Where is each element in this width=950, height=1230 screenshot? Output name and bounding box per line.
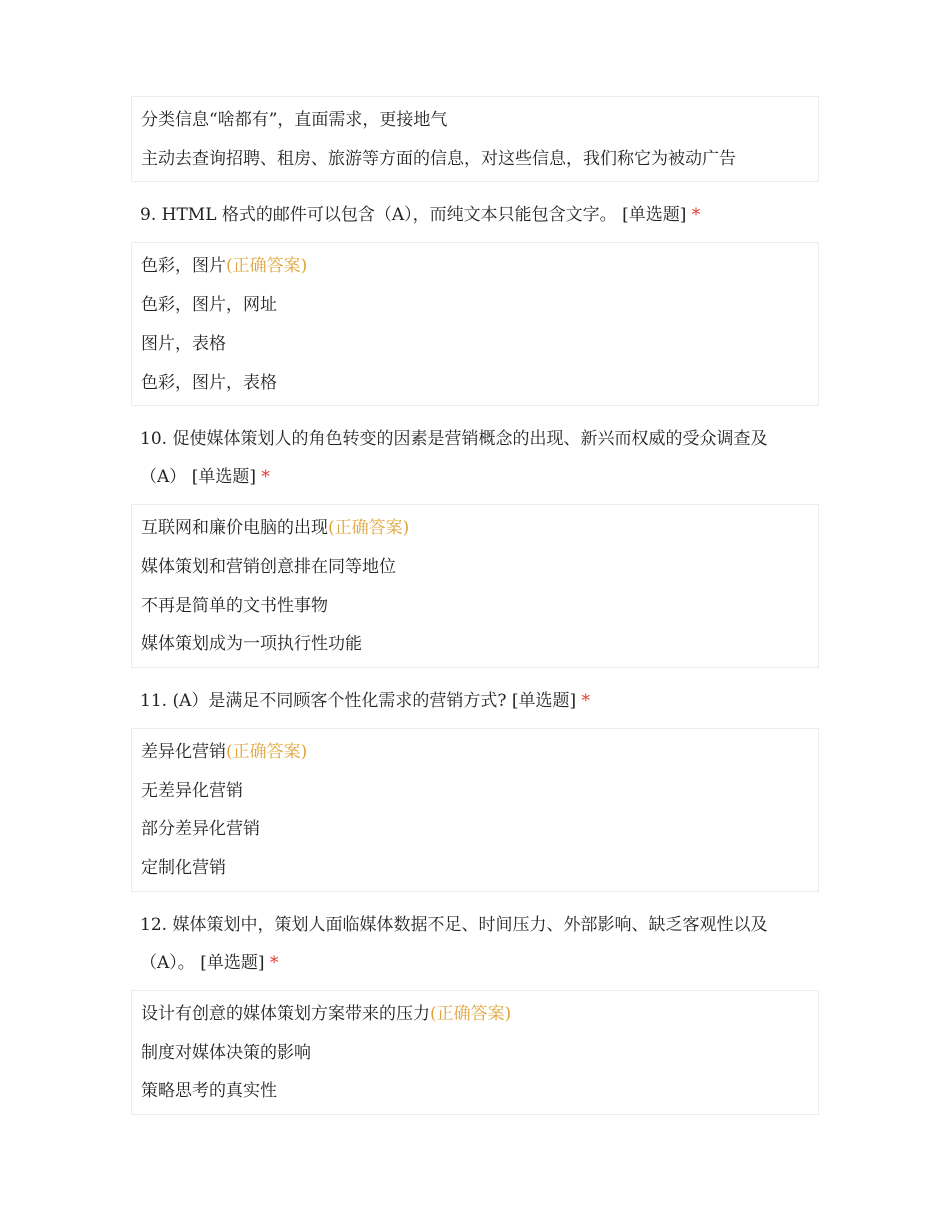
- question-text: 10. 促使媒体策划人的角色转变的因素是营销概念的出现、新兴而权威的受众调查及（A）: [140, 429, 768, 488]
- option-text: 互联网和廉价电脑的出现: [141, 518, 328, 539]
- option-item: 部分差异化营销: [141, 819, 260, 840]
- option-item: 不再是简单的文书性事物: [141, 595, 328, 616]
- required-mark: *: [261, 467, 270, 488]
- option-item: 色彩，图片，网址: [141, 295, 277, 316]
- options-box-q10: [131, 504, 819, 668]
- option-item: 主动去查询招聘、租房、旅游等方面的信息，对这些信息，我们称它为被动广告: [141, 148, 736, 169]
- option-item: 色彩，图片，表格: [141, 372, 277, 393]
- option-item: 无差异化营销: [141, 780, 243, 801]
- question-12: [131, 892, 819, 990]
- option-item: [132, 733, 818, 772]
- question-type: [单选题]: [511, 691, 577, 712]
- question-9: [131, 182, 819, 242]
- options-box-q8: [131, 96, 819, 182]
- correct-answer-tag: (正确答案): [226, 742, 308, 763]
- correct-answer-tag: (正确答案): [226, 256, 308, 277]
- correct-answer-tag: (正确答案): [430, 1003, 512, 1024]
- option-item: 分类信息“啥都有”，直面需求，更接地气: [141, 110, 448, 130]
- question-type: [单选题]: [200, 952, 265, 973]
- option-item: [132, 995, 818, 1034]
- option-item: 媒体策划和营销创意排在同等地位: [141, 556, 396, 577]
- question-type: [单选题]: [191, 467, 256, 488]
- question-text: 9. HTML 格式的邮件可以包含（A），而纯文本只能包含文字。: [140, 205, 617, 226]
- required-mark: *: [581, 691, 591, 712]
- option-item: 媒体策划成为一项执行性功能: [141, 634, 362, 655]
- survey-answer-page: [131, 96, 819, 1115]
- option-text: 差异化营销: [141, 742, 226, 763]
- question-11: [131, 668, 819, 728]
- options-box-q11: [131, 728, 819, 892]
- question-text: 12. 媒体策划中，策划人面临媒体数据不足、时间压力、外部影响、缺乏客观性以及（A）。: [140, 914, 768, 973]
- required-mark: *: [269, 952, 279, 973]
- option-text: 设计有创意的媒体策划方案带来的压力: [141, 1003, 430, 1024]
- correct-answer-tag: (正确答案): [328, 518, 410, 539]
- option-item: 定制化营销: [141, 858, 226, 879]
- option-item: 图片，表格: [141, 333, 226, 354]
- question-10: [131, 406, 819, 504]
- option-item: 策略思考的真实性: [141, 1081, 277, 1102]
- question-text: 11. (A）是满足不同顾客个性化需求的营销方式?: [140, 691, 507, 712]
- options-box-q12: [131, 990, 819, 1115]
- option-item: [132, 247, 818, 286]
- option-item: [132, 509, 818, 548]
- question-type: [单选题]: [622, 205, 687, 226]
- option-item: 制度对媒体决策的影响: [141, 1042, 311, 1063]
- required-mark: *: [691, 205, 701, 226]
- option-text: 色彩，图片: [141, 256, 226, 277]
- options-box-q9: [131, 242, 819, 406]
